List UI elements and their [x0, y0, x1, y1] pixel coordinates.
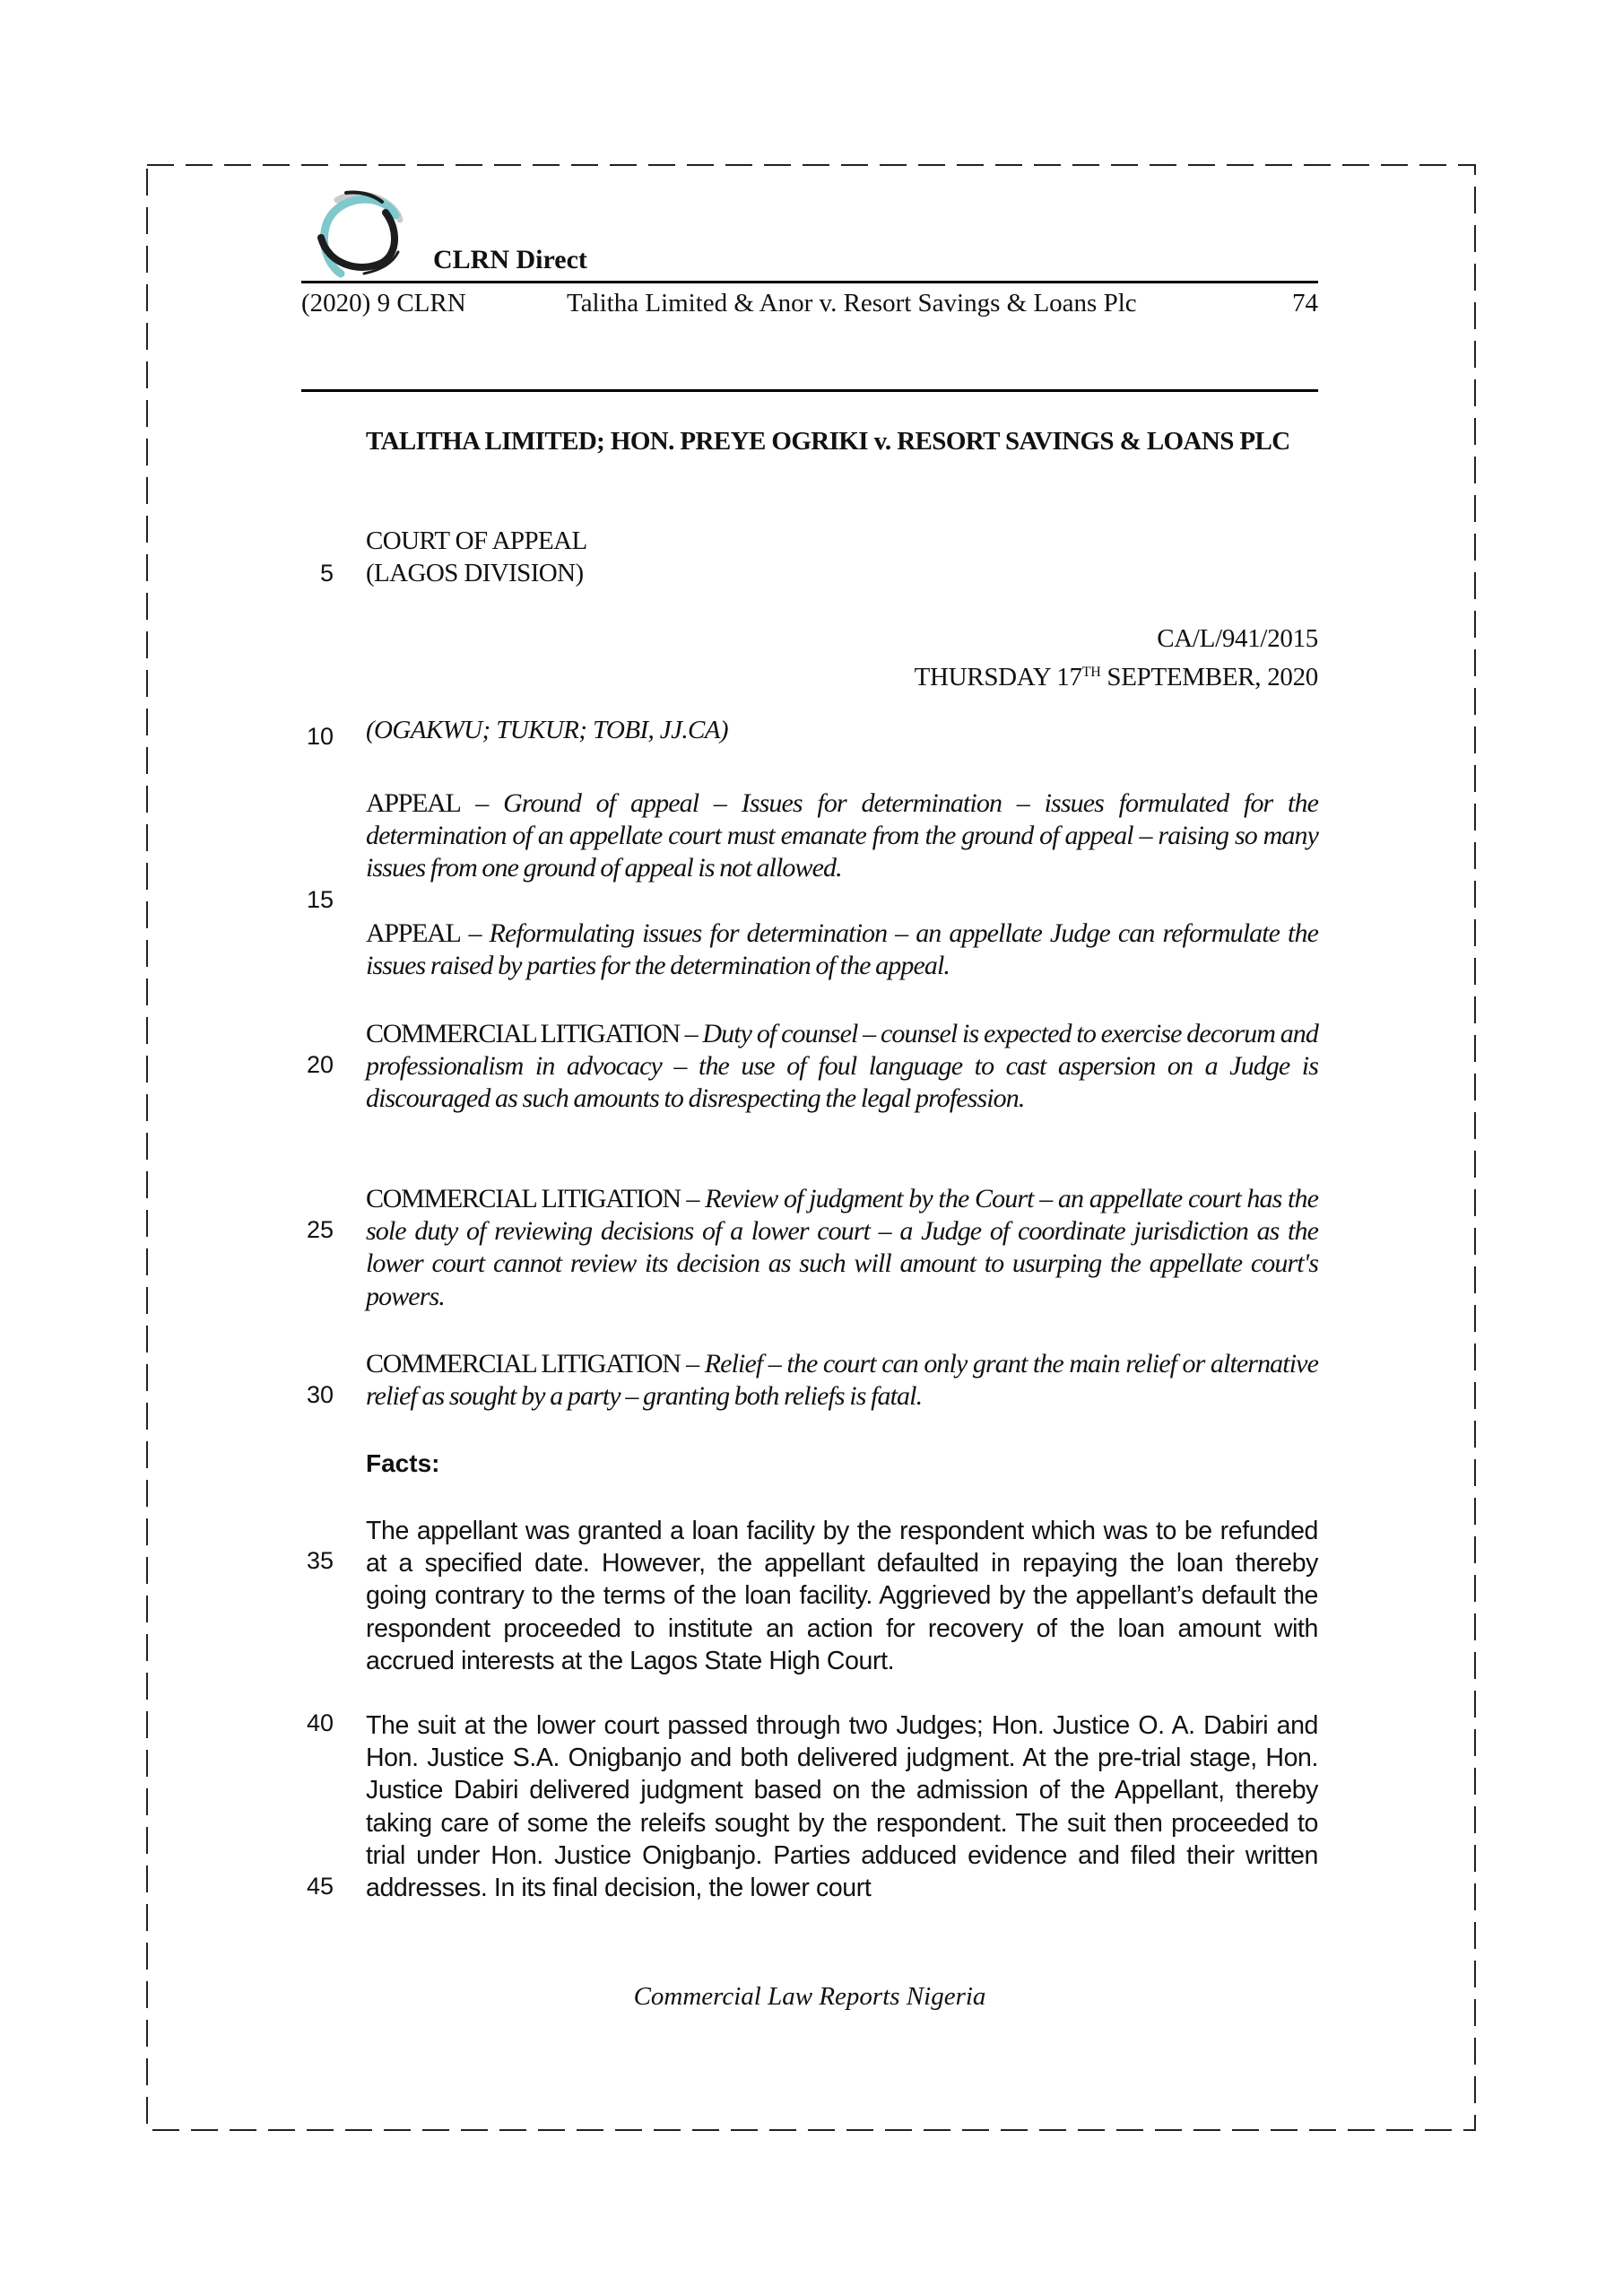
line-number: 25	[306, 1216, 334, 1243]
line-number: 40	[306, 1709, 334, 1736]
facts-paragraph: The suit at the lower court passed through two Judges; Hon. Justice O. A. Dabiri and Hon. Justice S.A. Onigbanjo and both delivered judgment. At the pre-trial stage, Hon. Justice Dabiri delivered judgment based on the admission of the Appellant, thereby taking care of some the releifs sought by the respondent. The suit then proceeded to trial under Hon. Justice Onigbanjo. Parties adduced evidence and filed their written addresses. In its final decision, the lower court	[366, 1711, 1318, 1903]
holding-head: APPEAL	[366, 918, 461, 948]
coram: (OGAKWU; TUKUR; TOBI, JJ.CA)	[366, 716, 728, 744]
line-number: 35	[306, 1547, 334, 1574]
holding-head: COMMERCIAL LITIGATION	[366, 1019, 680, 1048]
suit-info	[366, 622, 1318, 694]
section-rule	[301, 389, 1318, 392]
line-number: 10	[306, 723, 334, 750]
facts-heading: Facts:	[366, 1449, 440, 1477]
holding	[366, 1018, 1318, 1116]
line-number: 15	[306, 886, 334, 913]
court-line: COURT OF APPEAL	[366, 526, 587, 555]
holding-head: COMMERCIAL LITIGATION	[366, 1184, 681, 1213]
holding-text: – Duty of counsel – counsel is expected to exercise decorum and professionalism in advocacy – the use of foul language to cast aspersion on a Judge is discouraged as such amounts to disrespecting the legal profession.	[366, 1019, 1318, 1114]
judgment-date: THURSDAY 17TH SEPTEMBER, 2020	[914, 663, 1318, 691]
page-footer: Commercial Law Reports Nigeria	[633, 1982, 986, 2011]
holding-text: – Ground of appeal – Issues for determination – issues formulated for the determination of an appellate court must emanate from the ground of appeal – raising so many issues from one ground of appeal is not allowed.	[366, 788, 1318, 883]
header-rule	[301, 281, 1318, 283]
division-line: (LAGOS DIVISION)	[366, 559, 584, 587]
page-number: 74	[1292, 289, 1318, 317]
holding-text: – Reformulating issues for determination – an appellate Judge can reformulate the issues raised by parties for the determination of the appeal.	[366, 918, 1318, 981]
line-number: 45	[306, 1873, 334, 1900]
holding	[366, 918, 1318, 982]
holding-text: – Review of judgment by the Court – an appellate court has the sole duty of reviewing decisions of a lower court – a Judge of coordinate jurisdiction as the lower court cannot review its decision as such will amount to usurping the appellate court's powers.	[366, 1184, 1318, 1311]
suit-number: CA/L/941/2015	[1157, 624, 1318, 653]
holding-head: COMMERCIAL LITIGATION	[366, 1349, 681, 1378]
holding-head: APPEAL	[366, 788, 461, 818]
court-name	[366, 525, 1318, 589]
holding-text: – Relief – the court can only grant the main relief or alternative relief as sought by a party – granting both reliefs is fatal.	[366, 1349, 1318, 1412]
running-case-title: Talitha Limited & Anor v. Resort Savings & Loans Plc	[567, 289, 1137, 317]
case-title: TALITHA LIMITED; HON. PREYE OGRIKI v. RESORT SAVINGS & LOANS PLC	[366, 427, 1290, 456]
holding	[366, 787, 1318, 885]
citation: (2020) 9 CLRN	[301, 289, 466, 317]
holding	[366, 1183, 1318, 1313]
line-number: 20	[306, 1051, 334, 1078]
brand-name: CLRN Direct	[433, 245, 587, 274]
line-number: 30	[306, 1381, 334, 1408]
facts-paragraph: The appellant was granted a loan facility by the respondent which was to be refunded at a specified date. However, the appellant defaulted in repaying the loan thereby going contrary to the terms of the loan facility. Aggrieved by the appellant’s default the respondent proceeded to institute an action for recovery of the loan amount with accrued interests at the Lagos State High Court.	[366, 1517, 1318, 1675]
line-number: 5	[319, 560, 334, 587]
clrn-logo-icon	[310, 184, 409, 283]
holding	[366, 1348, 1318, 1413]
